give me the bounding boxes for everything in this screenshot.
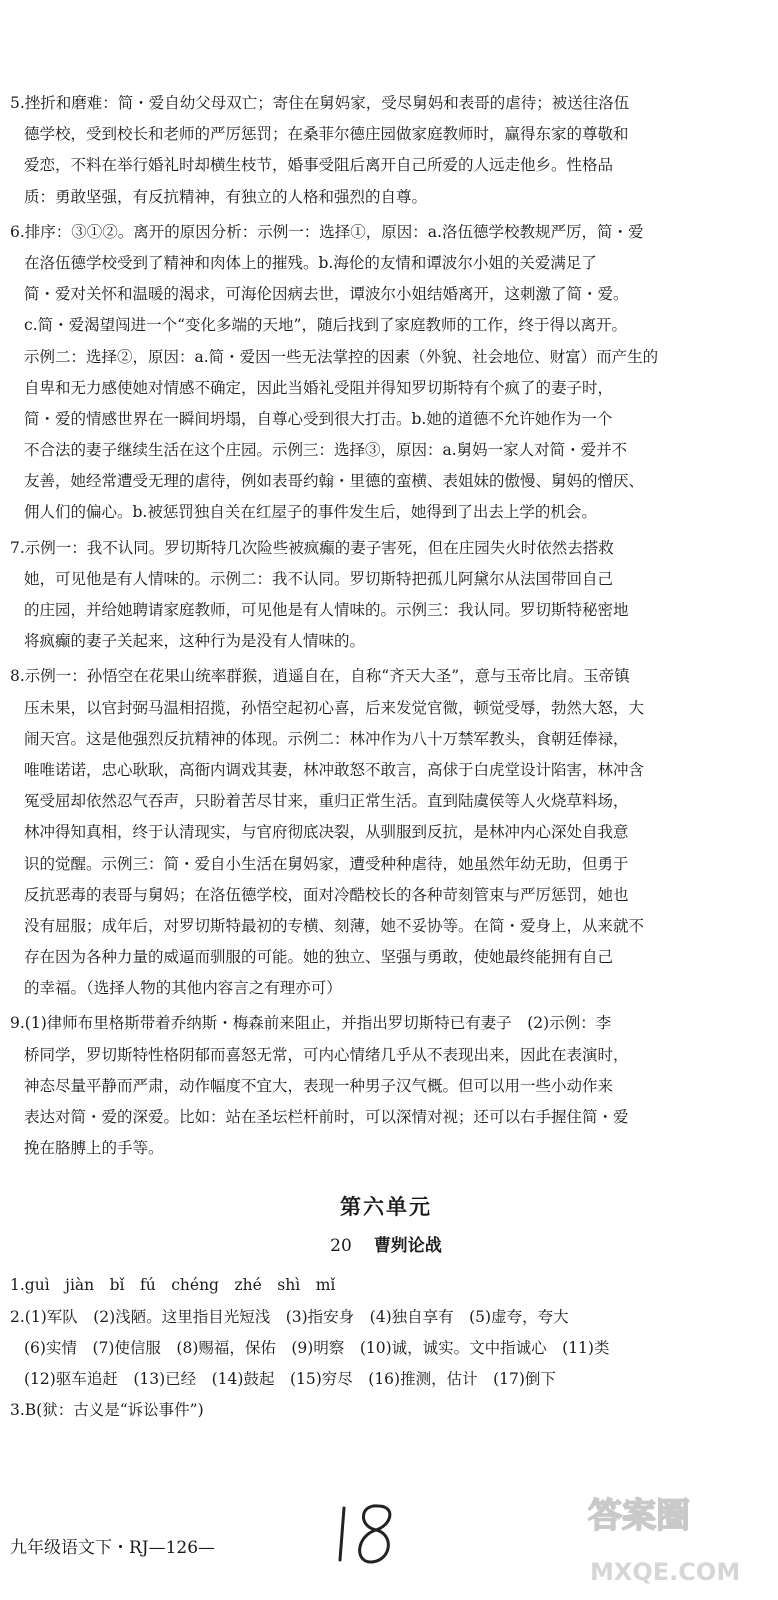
text-line: 表达对简・爱的深爱。比如：站在圣坛栏杆前时，可以深情对视；还可以右手握住简・爱 [24,1108,629,1126]
text-line: 存在因为各种力量的威逼而驯服的可能。她的独立、坚强与勇敢，使她最终能拥有自己 [24,948,614,967]
text-line: 佣人们的偏心。b.被惩罚独自关在红屋子的事件发生后，她得到了出去上学的机会。 [24,503,597,522]
answer-item-8 [10,661,762,1004]
answer-line: (12)驱车追赶 (13)已经 (14)鼓起 (15)穷尽 (16)推测，估计 (17)倒下 [24,1369,556,1388]
text-line: 简・爱对关怀和温暖的渴求，可海伦因病去世，谭波尔小姐结婚离开，这刺激了简・爱。 [24,285,629,304]
lesson-number: 20 [330,1236,352,1257]
text-line: 爱恋，不料在举行婚礼时却横生枝节，婚事受阻后离开自己所爱的人远走他乡。性格品 [24,156,614,175]
text-line: 没有屈服；成年后，对罗切斯特最初的专横、刻薄，她不妥协等。在简・爱身上，从来就不 [24,916,645,935]
text-line: 示例二：选择②，原因：a.简・爱因一些无法掌控的因素（外貌、社会地位、财富）而产生的 [24,347,659,366]
answer-item-7 [10,533,762,658]
answer-line-pinyin: 1.guì jiàn bǐ fú chéng zhé shì mǐ [10,1276,336,1295]
answer-line: 3.B(狱：古义是“诉讼事件”) [10,1401,204,1420]
content-area [10,88,762,1430]
text-line: 她，可见他是有人情味的。示例二：我不认同。罗切斯特把孤儿阿黛尔从法国带回自己 [24,569,614,588]
text-line: 在洛伍德学校受到了精神和肉体上的摧残。b.海伦的友情和谭波尔小姐的关爱满足了 [24,253,597,272]
text-line: 将疯癫的妻子关起来，这种行为是没有人情味的。 [24,632,366,651]
lesson-name: 曹刿论战 [373,1236,442,1257]
site-watermark-logo [580,1475,770,1595]
unit-title: 第六单元 [340,1194,432,1220]
lesson-title [10,1228,762,1264]
text-line: 自卑和无力感使她对情感不确定，因此当婚礼受阻并得知罗切斯特有个疯了的妻子时， [24,378,614,397]
text-line: c.简・爱渴望闯进一个“变化多端的天地”，随后找到了家庭教师的工作，终于得以离开。 [24,316,627,335]
text-line: 质：勇敢坚强，有反抗精神，有独立的人格和强烈的自尊。 [24,187,428,206]
text-line: 不合法的妻子继续生活在这个庄园。示例三：选择③，原因：a.舅妈一家人对简・爱并不 [24,441,628,460]
text-line: 神态尽量平静而严肃，动作幅度不宜大，表现一种男子汉气概。但可以用一些小动作来 [24,1076,614,1095]
text-line: 简・爱的情感世界在一瞬间坍塌，自尊心受到很大打击。b.她的道德不允许她作为一个 [24,409,613,428]
lesson-answers [10,1270,762,1426]
text-line: 压未果，以官封弼马温相招揽，孙悟空起初心喜，后来发觉官微，顿觉受辱，勃然大怒，大 [24,698,645,717]
answer-item-5 [10,88,762,213]
text-line: 友善，她经常遭受无理的虐待，例如表哥约翰・里德的蛮横、表姐妹的傲慢、舅妈的憎厌、 [24,472,645,491]
text-line: 林冲得知真相，终于认清现实，与官府彻底决裂，从驯服到反抗，是林冲内心深处自我意 [24,823,629,842]
answer-item-9 [10,1008,762,1164]
text-line: 唯唯诺诺，忠心耿耿，高衙内调戏其妻，林冲敢怒不敢言，高俅于白虎堂设计陷害，林冲含 [24,760,645,779]
text-line: 反抗恶毒的表哥与舅妈；在洛伍德学校，面对冷酷校长的各种苛刻管束与严厉惩罚，她也 [24,885,629,904]
text-line: 闹天宫。这是他强烈反抗精神的体现。示例二：林冲作为八十万禁军教头，食朝廷俸禄， [24,729,629,748]
answer-line: (6)实情 (7)使信服 (8)赐福，保佑 (9)明察 (10)诚，诚实。文中指诚心 (11)类 [24,1338,610,1357]
answer-line: 2.(1)军队 (2)浅陋。这里指目光短浅 (3)指安身 (4)独自享有 (5)虚夸，夸大 [10,1307,569,1326]
svg-text:答案圈: 答案圈 [588,1496,690,1536]
text-line: 的庄园，并给她聘请家庭教师，可见他是有人情味的。示例三：我认同。罗切斯特秘密地 [24,601,629,619]
answer-item-6 [10,217,762,529]
handwritten-page-number [330,1490,410,1570]
text-line: 7.示例一：我不认同。罗切斯特几次险些被疯癫的妻子害死，但在庄园失火时依然去搭救 [10,538,614,557]
text-line: 5.挫折和磨难：简・爱自幼父母双亡；寄住在舅妈家，受尽舅妈和表哥的虐待；被送往洛伍 [10,94,630,112]
text-line: 德学校，受到校长和老师的严厉惩罚；在桑菲尔德庄园做家庭教师时，赢得东家的尊敬和 [24,125,629,144]
svg-text:MXQE.COM: MXQE.COM [590,1558,741,1586]
text-line: 6.排序：③①②。离开的原因分析：示例一：选择①，原因：a.洛伍德学校教规严厉，简・爱 [10,222,644,241]
page-footer: 九年级语文下・RJ—126— [10,1538,216,1558]
text-line: 的幸福。（选择人物的其他内容言之有理亦可） [24,979,342,998]
text-line: 9.(1)律师布里格斯带着乔纳斯・梅森前来阻止，并指出罗切斯特已有妻子 (2)示例：李 [10,1014,612,1033]
text-line: 挽在胳膊上的手等。 [24,1139,164,1158]
text-line: 冤受屈却依然忍气吞声，只盼着苦尽甘来，重归正常生活。直到陆虞侯等人火烧草料场， [24,792,629,811]
text-line: 8.示例一：孙悟空在花果山统率群猴，逍遥自在，自称“齐天大圣”，意与玉帝比肩。玉帝镇 [10,667,630,686]
text-line: 识的觉醒。示例三：简・爱自小生活在舅妈家，遭受种种虐待，她虽然年幼无助，但勇于 [24,854,629,873]
text-line: 桥同学，罗切斯特性格阴郁而喜怒无常，可内心情绪几乎从不表现出来，因此在表演时， [24,1045,629,1064]
